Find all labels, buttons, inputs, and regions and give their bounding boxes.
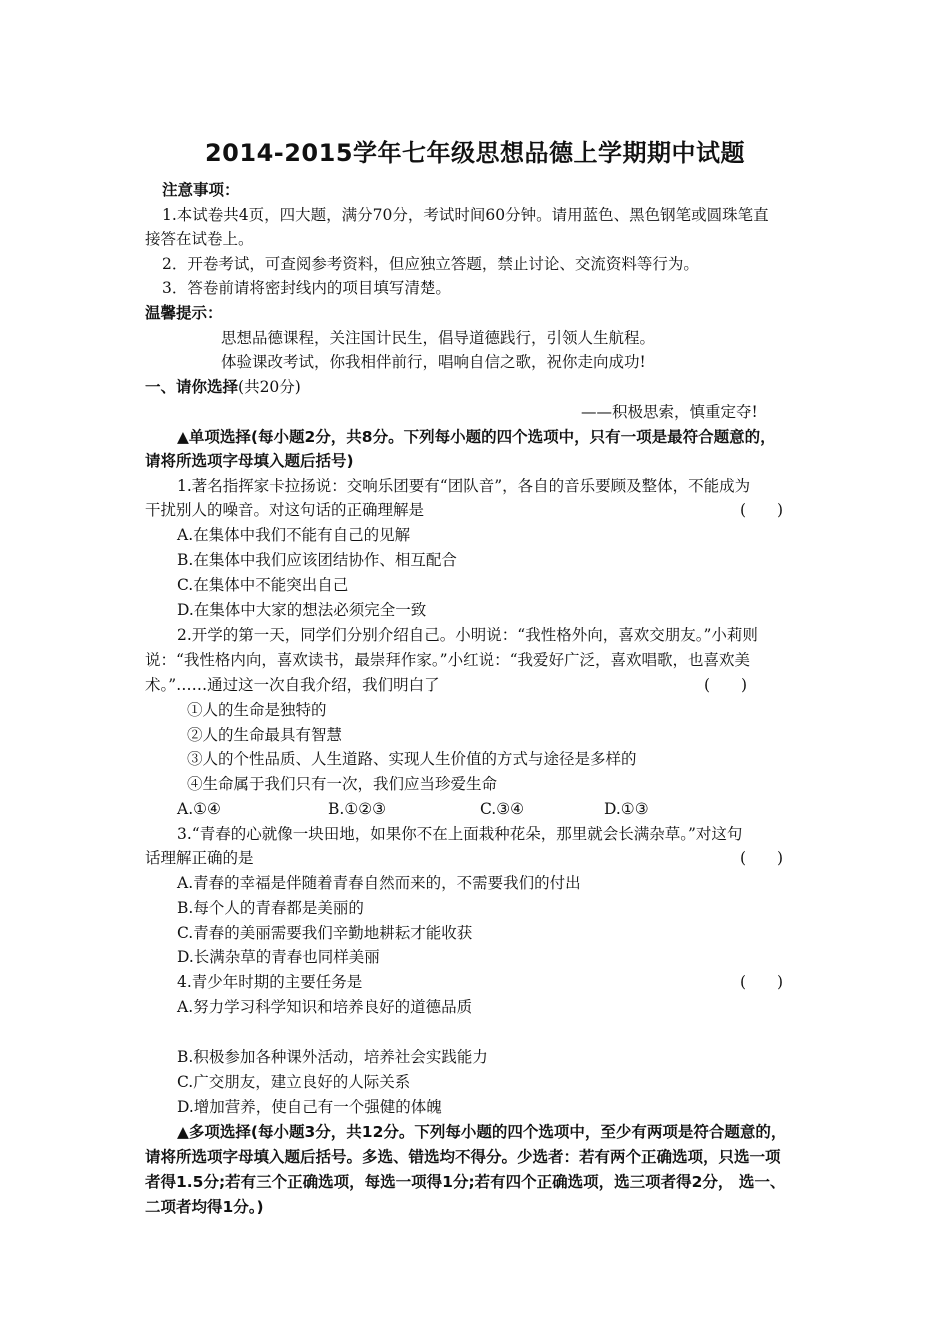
question-4-option-c: C.广交朋友，建立良好的人际关系 xyxy=(177,1073,411,1091)
question-3-option-c: C.青春的美丽需要我们辛勤地耕耘才能收获 xyxy=(177,924,473,942)
tips-line-1: 思想品德课程，关注国计民生，倡导道德践行，引领人生航程。 xyxy=(221,329,656,347)
question-1-option-d: D.在集体中大家的想法必须完全一致 xyxy=(177,601,427,619)
notice-item-1-cont: 接答在试卷上。 xyxy=(145,230,254,248)
question-3-option-d: D.长满杂草的青春也同样美丽 xyxy=(177,948,380,966)
question-1-answer-blank[interactable]: ( ) xyxy=(740,501,784,519)
question-2-statement-1: ①人的生命是独特的 xyxy=(187,701,327,719)
tips-heading: 温馨提示： xyxy=(145,304,223,322)
question-3-answer-blank[interactable]: ( ) xyxy=(740,849,784,867)
multi-choice-instructions-cont-3: 二项者均得1分。) xyxy=(145,1198,264,1216)
question-2-stem-cont: 说：“我性格内向，喜欢读书，最崇拜作家。”小红说：“我爱好广泛，喜欢唱歌，也喜欢美 xyxy=(145,651,751,669)
question-3-option-a: A.青春的幸福是伴随着青春自然而来的，不需要我们的付出 xyxy=(177,874,581,892)
question-4-stem: 4.青少年时期的主要任务是 xyxy=(177,973,363,991)
question-4-answer-blank[interactable]: ( ) xyxy=(740,973,784,991)
question-2-option-a: A.①④ xyxy=(177,800,221,818)
question-2-statement-4: ④生命属于我们只有一次，我们应当珍爱生命 xyxy=(187,775,498,793)
notice-item-1: 1.本试卷共4页，四大题，满分70分，考试时间60分钟。请用蓝色、黑色钢笔或圆珠笔直 xyxy=(162,206,769,224)
question-4-option-d: D.增加营养，使自己有一个强健的体魄 xyxy=(177,1098,442,1116)
question-2-stem-cont-2: 术。”……通过这一次自我介绍，我们明白了 xyxy=(145,676,440,694)
question-1-stem: 1.著名指挥家卡拉扬说：交响乐团要有“团队音”，各自的音乐要顾及整体，不能成为 xyxy=(177,477,751,495)
question-2-option-b: B.①②③ xyxy=(328,800,387,818)
question-1-option-a: A.在集体中我们不能有自己的见解 xyxy=(177,526,411,544)
multi-choice-instructions-cont-2: 者得1.5分;若有三个正确选项，每选一项得1分;若有四个正确选项，选三项者得2分， 选一、 xyxy=(145,1173,786,1191)
question-3-option-b: B.每个人的青春都是美丽的 xyxy=(177,899,364,917)
question-1-option-c: C.在集体中不能突出自己 xyxy=(177,576,349,594)
question-4-option-a: A.努力学习科学知识和培养良好的道德品质 xyxy=(177,998,473,1016)
notice-heading: 注意事项： xyxy=(162,181,240,199)
multi-choice-instructions-cont-1: 请将所选项字母填入题后括号。多选、错选均不得分。少选者：若有两个正确选项，只选一项 xyxy=(145,1148,781,1166)
question-4-option-b: B.积极参加各种课外活动，培养社会实践能力 xyxy=(177,1048,488,1066)
section-1-title: 一、请你选择 xyxy=(145,378,239,396)
question-2-option-c: C.③④ xyxy=(480,800,525,818)
notice-item-2: 2．开卷考试，可查阅参考资料，但应独立答题，禁止讨论、交流资料等行为。 xyxy=(162,255,699,273)
page-title: 2014-2015学年七年级思想品德上学期期中试题 xyxy=(204,139,746,167)
question-2-stem: 2.开学的第一天，同学们分别介绍自己。小明说：“我性格外向，喜欢交朋友。”小莉则 xyxy=(177,626,758,644)
question-2-statement-3: ③人的个性品质、人生道路、实现人生价值的方式与途径是多样的 xyxy=(187,750,637,768)
notice-item-3: 3．答卷前请将密封线内的项目填写清楚。 xyxy=(162,279,451,297)
single-choice-instructions-cont: 请将所选项字母填入题后括号) xyxy=(145,452,354,470)
question-2-statement-2: ②人的生命最具有智慧 xyxy=(187,726,343,744)
question-2-option-d: D.①③ xyxy=(604,800,649,818)
question-3-stem-cont: 话理解正确的是 xyxy=(145,849,254,867)
multi-choice-instructions: ▲多项选择(每小题3分，共12分。下列每小题的四个选项中，至少有两项是符合题意的， xyxy=(177,1123,787,1141)
section-1-heading xyxy=(145,377,301,397)
question-1-stem-cont: 干扰别人的噪音。对这句话的正确理解是 xyxy=(145,501,425,519)
section-1-motto: ——积极思索，慎重定夺! xyxy=(581,403,758,421)
single-choice-instructions: ▲单项选择(每小题2分，共8分。下列每小题的四个选项中，只有一项是最符合题意的， xyxy=(177,428,776,446)
question-1-option-b: B.在集体中我们应该团结协作、相互配合 xyxy=(177,551,457,569)
question-2-answer-blank[interactable]: ( ) xyxy=(704,676,748,694)
question-3-stem: 3.“青春的心就像一块田地，如果你不在上面栽种花朵，那里就会长满杂草。”对这句 xyxy=(177,825,743,843)
tips-line-2: 体验课改考试，你我相伴前行，唱响自信之歌，祝你走向成功! xyxy=(221,353,646,371)
section-1-score: (共20分) xyxy=(238,378,301,396)
